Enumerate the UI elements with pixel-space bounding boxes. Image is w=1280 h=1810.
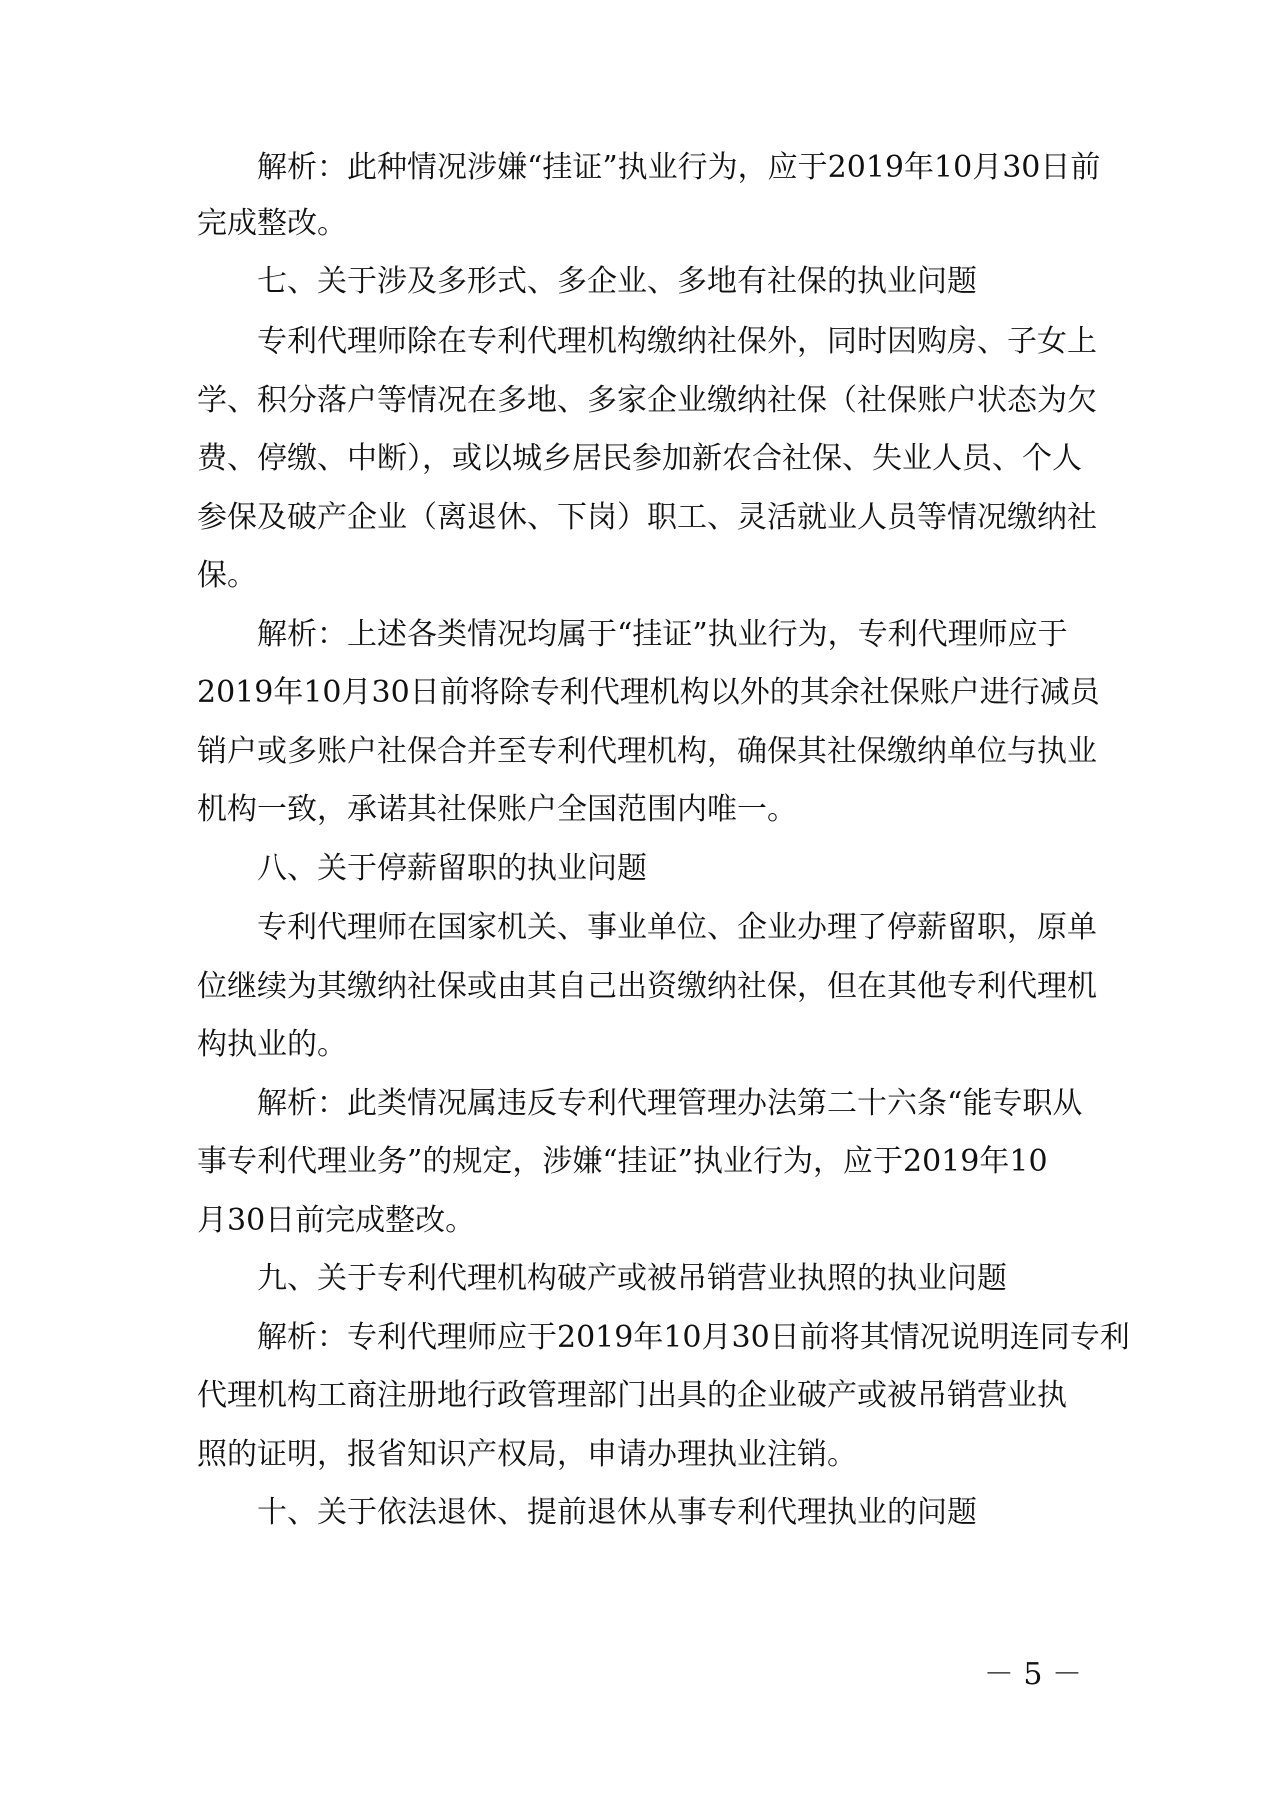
- page-number: － 5 －: [983, 1657, 1082, 1692]
- text-line: 构执业的。: [197, 1027, 347, 1062]
- text-line: 位继续为其缴纳社保或由其自己出资缴纳社保，但在其他专利代理机: [197, 969, 1097, 1004]
- text-line: 解析：上述各类情况均属于“挂证”执业行为，专利代理师应于: [257, 617, 1068, 652]
- text-line: 机构一致，承诺其社保账户全国范围内唯一。: [197, 792, 797, 827]
- text-line: 月30日前完成整改。: [197, 1203, 476, 1238]
- text-line: 事专利代理业务”的规定，涉嫌“挂证”执业行为，应于2019年10: [197, 1144, 1048, 1179]
- text-line: 解析：此类情况属违反专利代理管理办法第二十六条“能专职从: [257, 1086, 1083, 1121]
- text-line: 参保及破产企业（离退休、下岗）职工、灵活就业人员等情况缴纳社: [197, 500, 1097, 535]
- text-line: 解析：专利代理师应于2019年10月30日前将其情况说明连同专利: [257, 1320, 1130, 1355]
- text-line: 学、积分落户等情况在多地、多家企业缴纳社保（社保账户状态为欠: [197, 383, 1097, 418]
- text-line: 代理机构工商注册地行政管理部门出具的企业破产或被吊销营业执: [197, 1378, 1067, 1413]
- text-line: 照的证明，报省知识产权局，申请办理执业注销。: [197, 1437, 857, 1472]
- text-line: 解析：此种情况涉嫌“挂证”执业行为，应于2019年10月30日前: [257, 150, 1101, 185]
- text-line: 完成整改。: [197, 206, 347, 241]
- text-line: 专利代理师在国家机关、事业单位、企业办理了停薪留职，原单: [257, 910, 1097, 945]
- text-line: 专利代理师除在专利代理机构缴纳社保外，同时因购房、子女上: [257, 324, 1097, 359]
- section-heading: 七、关于涉及多形式、多企业、多地有社保的执业问题: [257, 264, 977, 299]
- text-line: 保。: [197, 558, 257, 593]
- section-heading: 十、关于依法退休、提前退休从事专利代理执业的问题: [257, 1495, 977, 1530]
- text-line: 销户或多账户社保合并至专利代理机构，确保其社保缴纳单位与执业: [197, 734, 1097, 769]
- section-heading: 九、关于专利代理机构破产或被吊销营业执照的执业问题: [257, 1261, 1007, 1296]
- text-line: 2019年10月30日前将除专利代理机构以外的其余社保账户进行减员: [197, 675, 1100, 710]
- section-heading: 八、关于停薪留职的执业问题: [257, 851, 647, 886]
- text-line: 费、停缴、中断），或以城乡居民参加新农合社保、失业人员、个人: [197, 441, 1082, 476]
